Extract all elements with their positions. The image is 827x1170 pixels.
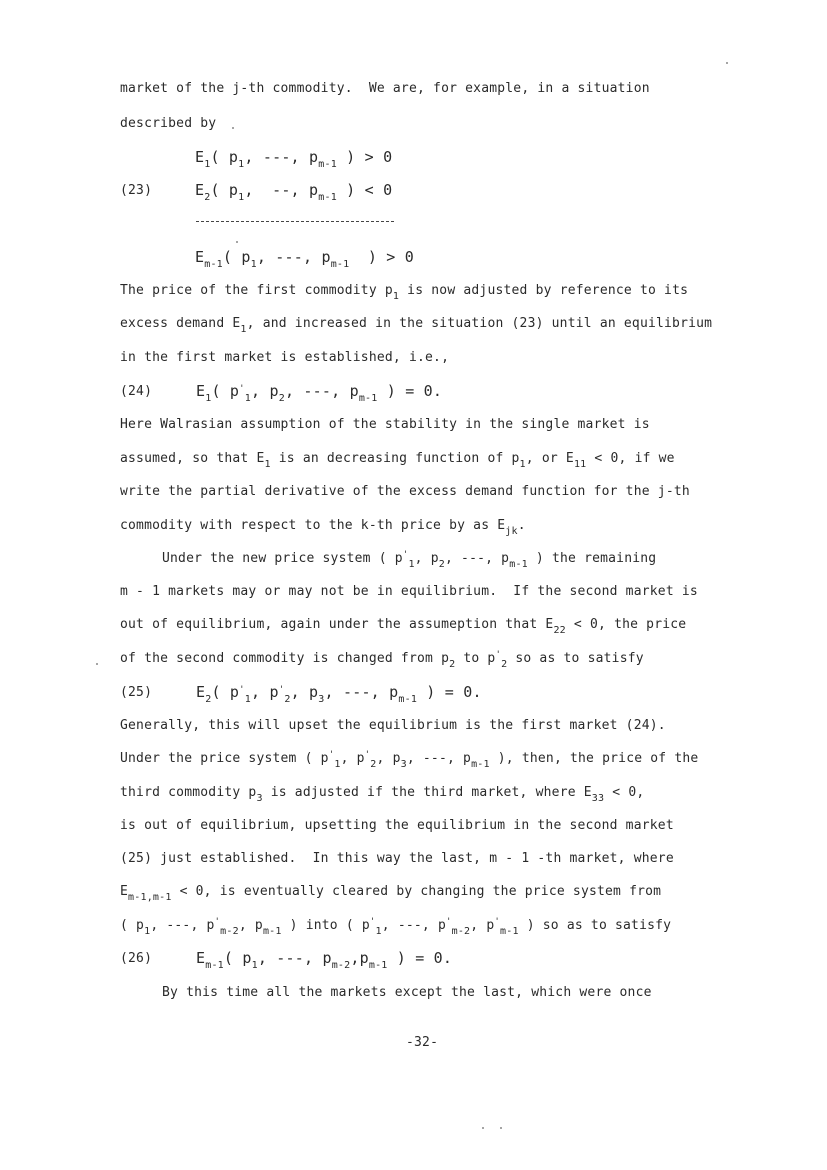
- equation-line: [195, 248, 414, 270]
- ellipsis-divider: [196, 221, 394, 222]
- text-run: is adjusted if the third market, where E: [262, 785, 592, 800]
- text-run: , ---, p: [244, 148, 319, 166]
- subscript: 1: [334, 759, 341, 770]
- text-run: market of the j-th commodity. We are, for example, in a situation: [120, 81, 650, 96]
- text-run: ( p: [211, 683, 240, 701]
- text-run: , p: [376, 751, 401, 766]
- text-run: out of equilibrium, again under the assumeption that E: [120, 617, 554, 632]
- subscript: 1: [240, 324, 247, 335]
- subscript: 2: [284, 694, 291, 705]
- text-line: [120, 818, 674, 834]
- subscript: m-1: [204, 259, 223, 270]
- text-run: < 0, is eventually cleared by changing the price system from: [171, 884, 662, 899]
- prime-mark: ': [402, 550, 409, 560]
- text-run: E: [195, 181, 205, 199]
- prime-mark: ': [239, 384, 245, 394]
- text-run: Here Walrasian assumption of the stability in the single market is: [120, 417, 650, 432]
- text-run: E: [120, 884, 129, 899]
- text-run: (26): [120, 951, 153, 966]
- text-line: [120, 350, 449, 366]
- text-run: ,p: [350, 949, 369, 967]
- subscript: 11: [573, 459, 587, 470]
- text-run: described by: [120, 116, 217, 131]
- subscript: m-1: [358, 393, 378, 404]
- subscript: m-1: [318, 159, 337, 170]
- text-line: [120, 617, 687, 636]
- subscript: 1: [519, 459, 526, 470]
- text-run: , p: [290, 683, 319, 701]
- subscript: 1: [408, 559, 415, 570]
- text-line: [120, 116, 216, 132]
- text-line: [120, 518, 526, 537]
- text-run: < 0, if we: [586, 451, 675, 466]
- subscript: m-1: [205, 960, 224, 971]
- text-run: < 0, the price: [565, 617, 687, 632]
- text-line: [120, 917, 672, 937]
- text-run: ) = 0.: [417, 683, 482, 701]
- prime-mark: ': [328, 750, 335, 760]
- text-run: , ---, p: [256, 248, 331, 266]
- prime-mark: ': [214, 917, 221, 927]
- text-run: , p: [414, 551, 439, 566]
- subscript: 1: [264, 459, 271, 470]
- subscript: 2: [204, 192, 211, 203]
- text-run: (24): [120, 384, 153, 399]
- text-run: , ---, p: [406, 751, 472, 766]
- subscript: 1: [144, 926, 151, 937]
- text-line: [120, 884, 662, 903]
- text-run: E: [195, 248, 205, 266]
- equation-line: [196, 382, 443, 404]
- subscript: m-1: [500, 926, 519, 937]
- text-run: , ---, p: [445, 551, 510, 566]
- text-line: [120, 584, 698, 600]
- text-run: E: [196, 949, 206, 967]
- text-run: Generally, this will upset the equilibrium is the first market (24).: [120, 718, 666, 733]
- subscript: 2: [438, 559, 445, 570]
- subscript: 1: [250, 259, 257, 270]
- text-run: , or E: [525, 451, 574, 466]
- subscript: m-1: [262, 926, 282, 937]
- text-run: ( p: [222, 248, 251, 266]
- text-line: [120, 81, 650, 97]
- equation-number: [120, 685, 152, 701]
- text-run: , p: [251, 683, 279, 701]
- equation-line: [195, 181, 393, 203]
- scan-speck: [96, 663, 98, 665]
- subscript: 2: [278, 393, 285, 404]
- equation-line: [196, 683, 482, 705]
- text-run: , p: [340, 751, 365, 766]
- scan-speck: [500, 1127, 502, 1129]
- subscript: m-1: [509, 559, 528, 570]
- subscript: 1: [251, 960, 258, 971]
- subscript: 1: [244, 393, 252, 404]
- page-number: -32-: [406, 1035, 439, 1050]
- text-run: , ---, p: [150, 918, 215, 933]
- text-run: third commodity p: [120, 785, 257, 800]
- text-run: commodity with respect to the k-th price by as E: [120, 518, 506, 533]
- subscript: m-1: [318, 192, 337, 203]
- subscript: m-1: [368, 960, 388, 971]
- text-run: ) > 0: [349, 248, 414, 266]
- text-run: , ---, p: [257, 949, 332, 967]
- text-run: to p: [455, 651, 496, 666]
- equation-line: [196, 949, 453, 971]
- prime-mark: ': [445, 917, 452, 927]
- subscript: m-2: [220, 926, 239, 937]
- text-line: [120, 283, 689, 302]
- subscript: m-1,m-1: [128, 892, 172, 903]
- subscript: m-2: [331, 960, 351, 971]
- text-line: [120, 451, 675, 470]
- text-run: , and increased in the situation (23) until an equilibrium: [246, 316, 713, 331]
- subscript: 2: [370, 759, 377, 770]
- text-run: (25) just established. In this way the last, m - 1 -th market, where: [120, 851, 674, 866]
- text-run: E: [196, 683, 206, 701]
- subscript: 1: [204, 159, 211, 170]
- subscript: 33: [591, 793, 605, 804]
- subscript: 22: [553, 625, 566, 636]
- text-run: in the first market is established, i.e.,: [120, 350, 450, 365]
- equation-number: [120, 384, 152, 400]
- text-line: [162, 550, 657, 570]
- scan-speck: [726, 62, 728, 64]
- text-run: , --, p: [244, 181, 319, 199]
- text-run: excess demand E: [120, 316, 241, 331]
- subscript: 3: [318, 694, 325, 705]
- text-line: [120, 718, 666, 734]
- text-run: ) the remaining: [527, 551, 657, 566]
- equation-number: [120, 951, 152, 967]
- prime-mark: ': [369, 917, 376, 927]
- text-line: [120, 785, 645, 804]
- text-run: of the second commodity is changed from p: [120, 651, 450, 666]
- text-run: < 0,: [604, 785, 645, 800]
- text-line: [120, 484, 690, 500]
- text-run: , ---, p: [381, 918, 446, 933]
- subscript: 1: [238, 159, 245, 170]
- text-run: assumed, so that E: [120, 451, 265, 466]
- prime-mark: ': [494, 917, 500, 927]
- subscript: 2: [501, 659, 508, 670]
- text-run: Under the price system ( p: [120, 751, 329, 766]
- text-run: , ---, p: [284, 382, 359, 400]
- subscript: 1: [244, 694, 252, 705]
- text-run: , ---, p: [324, 683, 399, 701]
- subscript: 3: [400, 759, 407, 770]
- scan-speck: [232, 127, 234, 129]
- text-run: .: [517, 518, 526, 533]
- subscript: m-1: [330, 259, 350, 270]
- prime-mark: ': [239, 685, 245, 695]
- text-run: , p: [238, 918, 263, 933]
- text-run: is now adjusted by reference to its: [399, 283, 689, 298]
- text-run: , p: [470, 918, 495, 933]
- text-line: [162, 985, 652, 1001]
- subscript: 1: [375, 926, 382, 937]
- text-run: Under the new price system ( p: [162, 551, 403, 566]
- text-run: ) > 0: [336, 148, 393, 166]
- text-run: ) < 0: [336, 181, 393, 199]
- scan-speck: [482, 1127, 484, 1129]
- subscript: 1: [205, 393, 212, 404]
- text-run: E: [195, 148, 205, 166]
- subscript: 3: [256, 793, 263, 804]
- text-run: write the partial derivative of the excess demand function for the j-th: [120, 484, 690, 499]
- text-run: so as to satisfy: [507, 651, 644, 666]
- equation-line: [195, 148, 393, 170]
- text-run: ) = 0.: [377, 382, 443, 400]
- text-run: ), then, the price of the: [489, 751, 699, 766]
- text-run: (25): [120, 685, 153, 700]
- text-run: m - 1 markets may or may not be in equilibrium. If the second market is: [120, 584, 698, 599]
- prime-mark: ': [364, 750, 371, 760]
- text-run: ) = 0.: [387, 949, 453, 967]
- subscript: jk: [505, 526, 518, 537]
- text-run: (23): [120, 183, 153, 198]
- prime-mark: ': [495, 650, 502, 660]
- text-run: The price of the first commodity p: [120, 283, 393, 298]
- text-line: [120, 316, 713, 335]
- text-run: By this time all the markets except the last, which were once: [162, 985, 652, 1000]
- subscript: 1: [392, 291, 400, 302]
- subscript: 2: [449, 659, 456, 670]
- subscript: 2: [205, 694, 212, 705]
- scan-speck: [236, 241, 238, 243]
- text-run: ( p: [120, 918, 145, 933]
- subscript: m-2: [451, 926, 471, 937]
- subscript: m-1: [398, 694, 418, 705]
- text-line: [120, 650, 644, 670]
- subscript: 1: [238, 192, 245, 203]
- text-run: , p: [251, 382, 279, 400]
- equation-number: [120, 183, 152, 199]
- text-run: ) into ( p: [281, 918, 370, 933]
- text-run: ( p: [210, 181, 239, 199]
- text-line: [120, 750, 699, 770]
- text-run: is out of equilibrium, upsetting the equilibrium in the second market: [120, 818, 674, 833]
- text-line: [120, 851, 674, 867]
- text-run: is an decreasing function of p: [270, 451, 520, 466]
- text-run: E: [196, 382, 206, 400]
- text-run: ( p: [211, 382, 240, 400]
- prime-mark: ': [278, 685, 285, 695]
- text-line: [120, 417, 650, 433]
- text-run: ) so as to satisfy: [518, 918, 672, 933]
- text-run: ( p: [223, 949, 252, 967]
- subscript: m-1: [471, 759, 490, 770]
- text-run: ( p: [210, 148, 239, 166]
